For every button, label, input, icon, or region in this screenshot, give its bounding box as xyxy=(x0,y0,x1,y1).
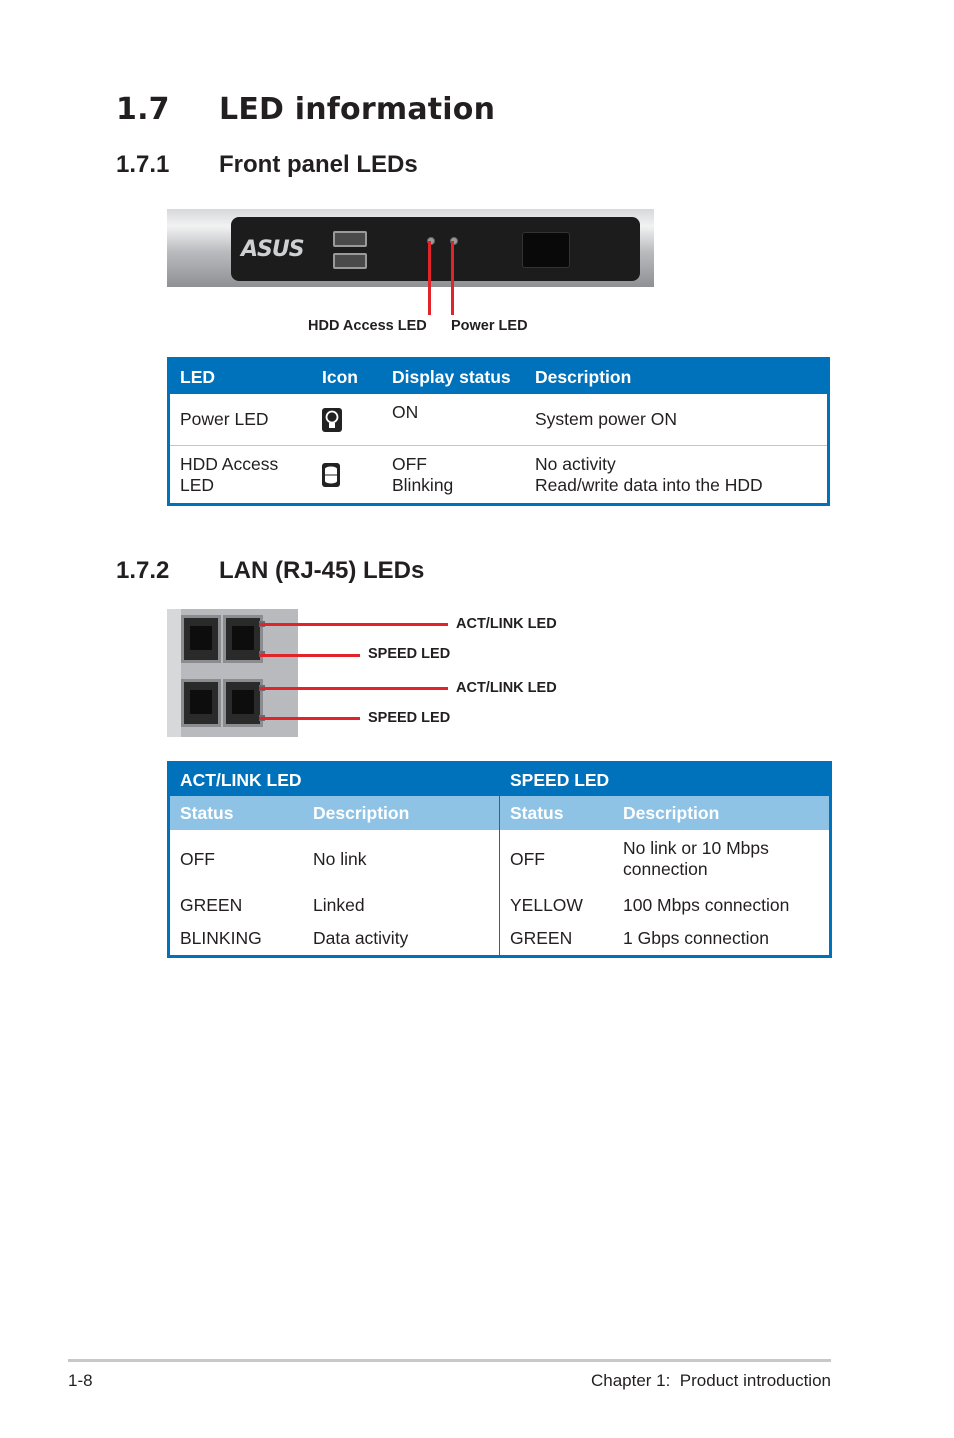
power-callout-line xyxy=(451,241,454,315)
table-header-row xyxy=(169,359,829,395)
power-led-callout: Power LED xyxy=(451,318,528,334)
act-link-status: OFF xyxy=(180,848,215,869)
led-description: No activity Read/write data into the HDD xyxy=(535,453,763,495)
header-speed-led: SPEED LED xyxy=(500,763,831,797)
table-row xyxy=(169,922,831,956)
led-name: HDD Access LED xyxy=(180,453,279,495)
act-link-status: BLINKING xyxy=(180,927,262,948)
act-link-led-callout: ACT/LINK LED xyxy=(456,680,557,696)
power-button xyxy=(522,232,570,268)
led-name: Power LED xyxy=(169,394,313,446)
speed-status: YELLOW xyxy=(500,888,614,922)
table-sub-header-row xyxy=(169,796,831,830)
usb-port-bottom xyxy=(333,253,367,269)
front-panel-heading xyxy=(116,151,418,179)
table-row xyxy=(169,830,831,888)
lan-led-table xyxy=(167,761,832,958)
header-led: LED xyxy=(169,359,313,395)
header-description: Description xyxy=(613,796,831,830)
front-panel-led-table xyxy=(167,357,830,506)
speed-callout-line xyxy=(259,717,360,720)
lan-heading xyxy=(116,557,424,585)
header-description: Description xyxy=(525,359,829,395)
hdd-callout-line xyxy=(428,241,431,315)
lan-port xyxy=(223,679,263,727)
header-act-link-led: ACT/LINK LED xyxy=(169,763,500,797)
lan-port xyxy=(181,615,221,663)
header-description: Description xyxy=(303,796,500,830)
table-row xyxy=(169,446,829,505)
lan-port xyxy=(223,615,263,663)
table-group-header-row xyxy=(169,763,831,797)
lan-title: LAN (RJ-45) LEDs xyxy=(219,557,425,584)
act-link-callout-line xyxy=(259,687,448,690)
lightbulb-icon xyxy=(312,394,382,446)
asus-logo: ASUS xyxy=(241,237,304,262)
speed-callout-line xyxy=(259,654,360,657)
act-link-description: No link xyxy=(313,848,367,869)
lan-port xyxy=(181,679,221,727)
front-panel-photo xyxy=(167,209,654,287)
speed-description: 100 Mbps connection xyxy=(623,894,790,915)
lan-number: 1.7.2 xyxy=(116,557,170,584)
act-link-status: GREEN xyxy=(180,894,243,915)
table-row xyxy=(169,888,831,922)
chapter-title: Chapter 1: Product introduction xyxy=(590,1371,831,1390)
act-link-description: Data activity xyxy=(313,927,409,948)
header-icon: Icon xyxy=(312,359,382,395)
led-description: System power ON xyxy=(525,394,829,446)
speed-led-callout: SPEED LED xyxy=(368,646,451,662)
act-link-callout-line xyxy=(259,623,448,626)
speed-description: No link or 10 Mbps connection xyxy=(623,838,769,879)
speed-description: 1 Gbps connection xyxy=(623,927,769,948)
front-panel-number: 1.7.1 xyxy=(116,151,170,178)
act-link-led-callout: ACT/LINK LED xyxy=(456,616,557,632)
hdd-access-led-callout: HDD Access LED xyxy=(308,318,427,334)
act-link-description: Linked xyxy=(313,894,365,915)
front-panel-title: Front panel LEDs xyxy=(219,151,418,178)
header-status: Status xyxy=(500,796,614,830)
table-row xyxy=(169,394,829,446)
display-status: OFF Blinking xyxy=(392,453,454,495)
page-number: 1-8 xyxy=(68,1371,93,1390)
section-title-text: LED information xyxy=(219,92,496,127)
usb-port-top xyxy=(333,231,367,247)
speed-led-callout: SPEED LED xyxy=(368,710,451,726)
header-status: Status xyxy=(169,796,304,830)
footer-rule xyxy=(68,1359,831,1362)
header-display-status: Display status xyxy=(382,359,525,395)
section-title xyxy=(116,92,495,127)
front-panel-bezel xyxy=(231,217,640,281)
hdd-icon xyxy=(312,446,382,505)
speed-status: GREEN xyxy=(500,922,614,956)
speed-status: OFF xyxy=(500,830,614,888)
section-number: 1.7 xyxy=(116,92,170,127)
display-status: ON xyxy=(382,394,525,446)
